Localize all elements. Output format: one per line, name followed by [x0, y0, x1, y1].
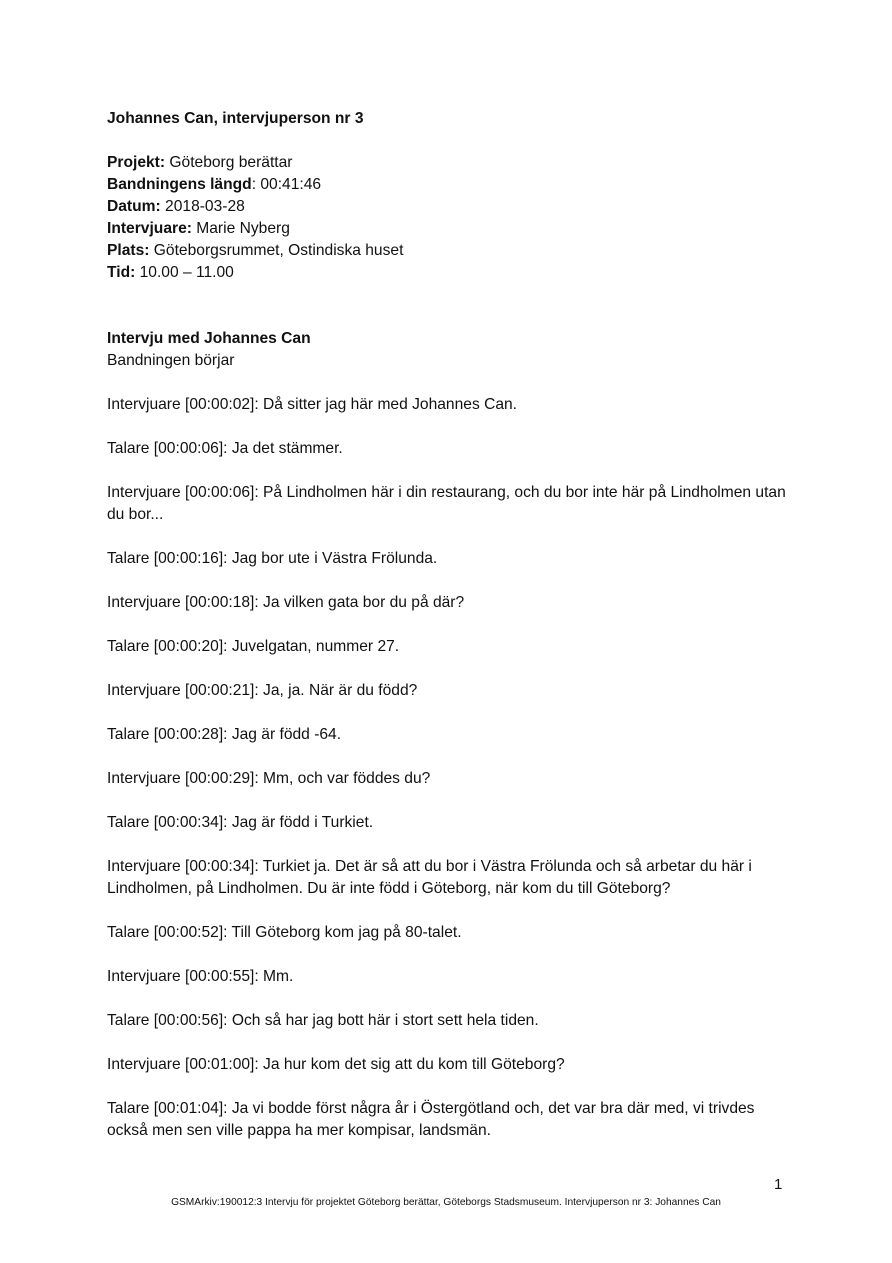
transcript-turn: Talare [00:00:20]: Juvelgatan, nummer 27.: [107, 638, 400, 655]
meta-value: Marie Nyberg: [191, 220, 290, 237]
transcript-turn: Talare [00:00:56]: Och så har jag bott här i stort sett hela tiden.: [107, 1012, 539, 1029]
transcript-turn: Intervjuare [00:00:02]: Då sitter jag här med Johannes Can.: [107, 396, 518, 413]
transcript-turn: Intervjuare [00:01:00]: Ja hur kom det sig att du kom till Göteborg?: [107, 1056, 565, 1073]
transcript-turn: Intervjuare [00:00:55]: Mm.: [107, 968, 294, 985]
document-body: [107, 108, 797, 1164]
meta-value: 10.00 – 11.00: [135, 264, 234, 281]
meta-recording-length: [107, 174, 797, 196]
meta-label: Projekt:: [107, 154, 166, 171]
meta-interviewer: [107, 218, 797, 240]
transcript-turn: Talare [00:00:06]: Ja det stämmer.: [107, 440, 343, 457]
meta-label: Intervjuare:: [107, 220, 192, 237]
transcript-turn: Intervjuare [00:00:34]: Turkiet ja. Det är så att du bor i Västra Frölunda och så arbetar du här i Lindholmen, på Lindholmen. Du är inte född i Göteborg, när kom du till Göteborg?: [107, 858, 752, 897]
transcript-turn: Talare [00:00:16]: Jag bor ute i Västra Frölunda.: [107, 550, 438, 567]
page-footer: GSMArkiv:190012:3 Intervju för projektet Göteborg berättar, Göteborgs Stadsmuseum. Intervjuperson nr 3: Johannes Can: [171, 1197, 721, 1208]
transcript-turn: Talare [00:00:52]: Till Göteborg kom jag på 80-talet.: [107, 924, 462, 941]
meta-value: Göteborg berättar: [165, 154, 293, 171]
meta-time: [107, 262, 797, 284]
transcript-turn: Intervjuare [00:00:29]: Mm, och var föddes du?: [107, 770, 431, 787]
transcript-turn: Intervjuare [00:00:06]: På Lindholmen här i din restaurang, och du bor inte här på Lindholmen utan du bor...: [107, 484, 786, 523]
recording-start-note: Bandningen börjar: [107, 352, 235, 369]
document-heading: Johannes Can, intervjuperson nr 3: [107, 110, 364, 127]
meta-value: Göteborgsrummet, Ostindiska huset: [149, 242, 404, 259]
meta-value: 2018-03-28: [160, 198, 245, 215]
transcript-turn: Talare [00:00:28]: Jag är född -64.: [107, 726, 342, 743]
interview-metadata: [107, 152, 797, 284]
meta-value: : 00:41:46: [251, 176, 322, 193]
meta-label: Tid:: [107, 264, 136, 281]
meta-label: Plats:: [107, 242, 150, 259]
transcript-turn: Talare [00:00:34]: Jag är född i Turkiet.: [107, 814, 374, 831]
interview-section-title: Intervju med Johannes Can: [107, 330, 311, 347]
transcript: [107, 394, 797, 1142]
transcript-turn: Intervjuare [00:00:18]: Ja vilken gata bor du på där?: [107, 594, 465, 611]
transcript-turn: Talare [00:01:04]: Ja vi bodde först några år i Östergötland och, det var bra där med, vi trivdes också men sen ville pappa ha mer kompisar, landsmän.: [107, 1100, 755, 1139]
page-number: 1: [774, 1176, 783, 1193]
meta-project: [107, 152, 797, 174]
meta-label: Datum:: [107, 198, 161, 215]
transcript-turn: Intervjuare [00:00:21]: Ja, ja. När är du född?: [107, 682, 418, 699]
meta-label: Bandningens längd: [107, 176, 252, 193]
meta-date: [107, 196, 797, 218]
meta-place: [107, 240, 797, 262]
